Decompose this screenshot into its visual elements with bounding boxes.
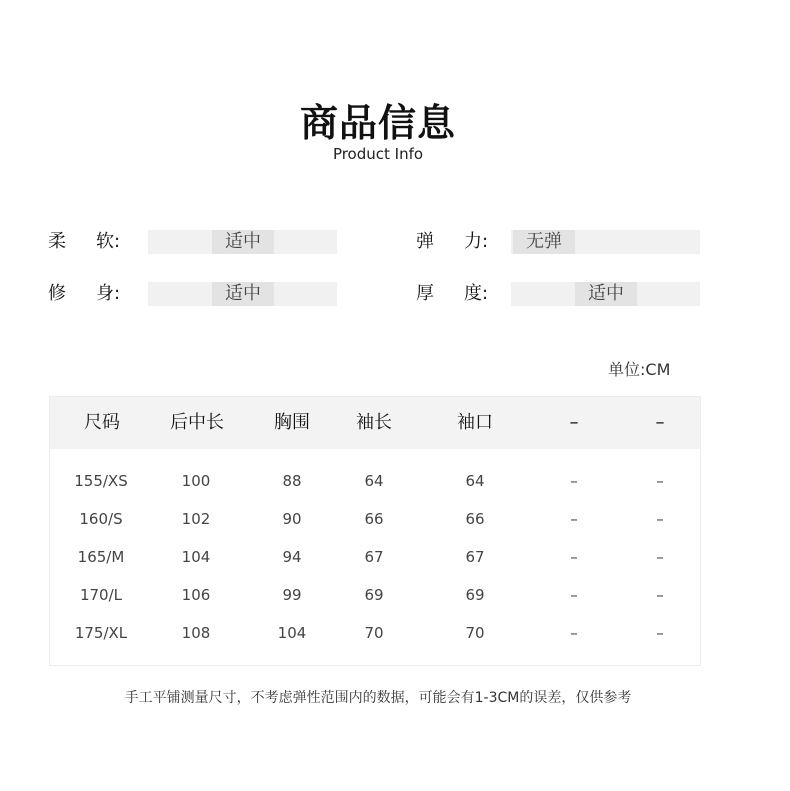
table-cell: 100	[181, 472, 211, 490]
table-cell: 104	[277, 624, 307, 642]
table-cell: 175/XL	[74, 624, 128, 642]
attr-label: 修 身:	[48, 283, 121, 304]
table-cell: 66	[465, 510, 485, 528]
table-cell: –	[570, 472, 578, 490]
table-row	[50, 462, 700, 500]
table-cell: 155/XS	[74, 472, 128, 490]
table-cell: 64	[465, 472, 485, 490]
measurement-note: 手工平铺测量尺寸，不考虑弹性范围内的数据，可能会有1-3CM的误差，仅供参考	[124, 690, 632, 706]
table-cell: 64	[364, 472, 384, 490]
attr-value: 适中	[212, 282, 274, 306]
table-cell: –	[570, 548, 578, 566]
col-header: –	[655, 412, 665, 433]
table-cell: 70	[364, 624, 384, 642]
table-cell: 106	[181, 586, 211, 604]
col-header: –	[569, 412, 579, 433]
table-row	[50, 500, 700, 538]
table-cell: 67	[364, 548, 384, 566]
col-header: 袖长	[356, 412, 392, 433]
attr-label: 厚 度:	[416, 283, 489, 304]
table-cell: –	[656, 472, 664, 490]
attr-value: 无弹	[513, 230, 575, 254]
table-cell: –	[656, 510, 664, 528]
table-cell: 104	[181, 548, 211, 566]
attr-fit	[48, 282, 338, 306]
table-cell: 90	[282, 510, 302, 528]
size-table	[49, 396, 701, 666]
table-cell: –	[656, 548, 664, 566]
col-header: 尺码	[84, 412, 120, 433]
attr-thickness	[416, 282, 706, 306]
page-title: 商品信息	[299, 101, 456, 145]
attr-label: 弹 力:	[416, 231, 489, 252]
attr-label: 柔 软:	[48, 231, 121, 252]
table-cell: 102	[181, 510, 211, 528]
table-cell: 94	[282, 548, 302, 566]
table-cell: 160/S	[79, 510, 123, 528]
table-cell: 165/M	[77, 548, 125, 566]
table-cell: –	[656, 624, 664, 642]
page-subtitle: Product Info	[332, 145, 424, 163]
table-header	[50, 397, 700, 449]
table-cell: 67	[465, 548, 485, 566]
table-row	[50, 576, 700, 614]
col-header: 袖口	[457, 412, 493, 433]
col-header: 后中长	[170, 412, 224, 433]
col-header: 胸围	[274, 412, 310, 433]
attr-softness	[48, 230, 338, 254]
table-row	[50, 538, 700, 576]
unit-label: 单位:CM	[608, 360, 671, 379]
attr-elasticity	[416, 230, 706, 254]
table-cell: 70	[465, 624, 485, 642]
table-cell: 99	[282, 586, 302, 604]
table-cell: 88	[282, 472, 302, 490]
table-cell: –	[570, 510, 578, 528]
table-cell: –	[570, 586, 578, 604]
table-cell: –	[570, 624, 578, 642]
table-cell: –	[656, 586, 664, 604]
table-cell: 66	[364, 510, 384, 528]
table-cell: 170/L	[79, 586, 123, 604]
table-row	[50, 614, 700, 652]
table-cell: 69	[364, 586, 384, 604]
table-cell: 108	[181, 624, 211, 642]
attr-value: 适中	[212, 230, 274, 254]
table-cell: 69	[465, 586, 485, 604]
attr-value: 适中	[575, 282, 637, 306]
